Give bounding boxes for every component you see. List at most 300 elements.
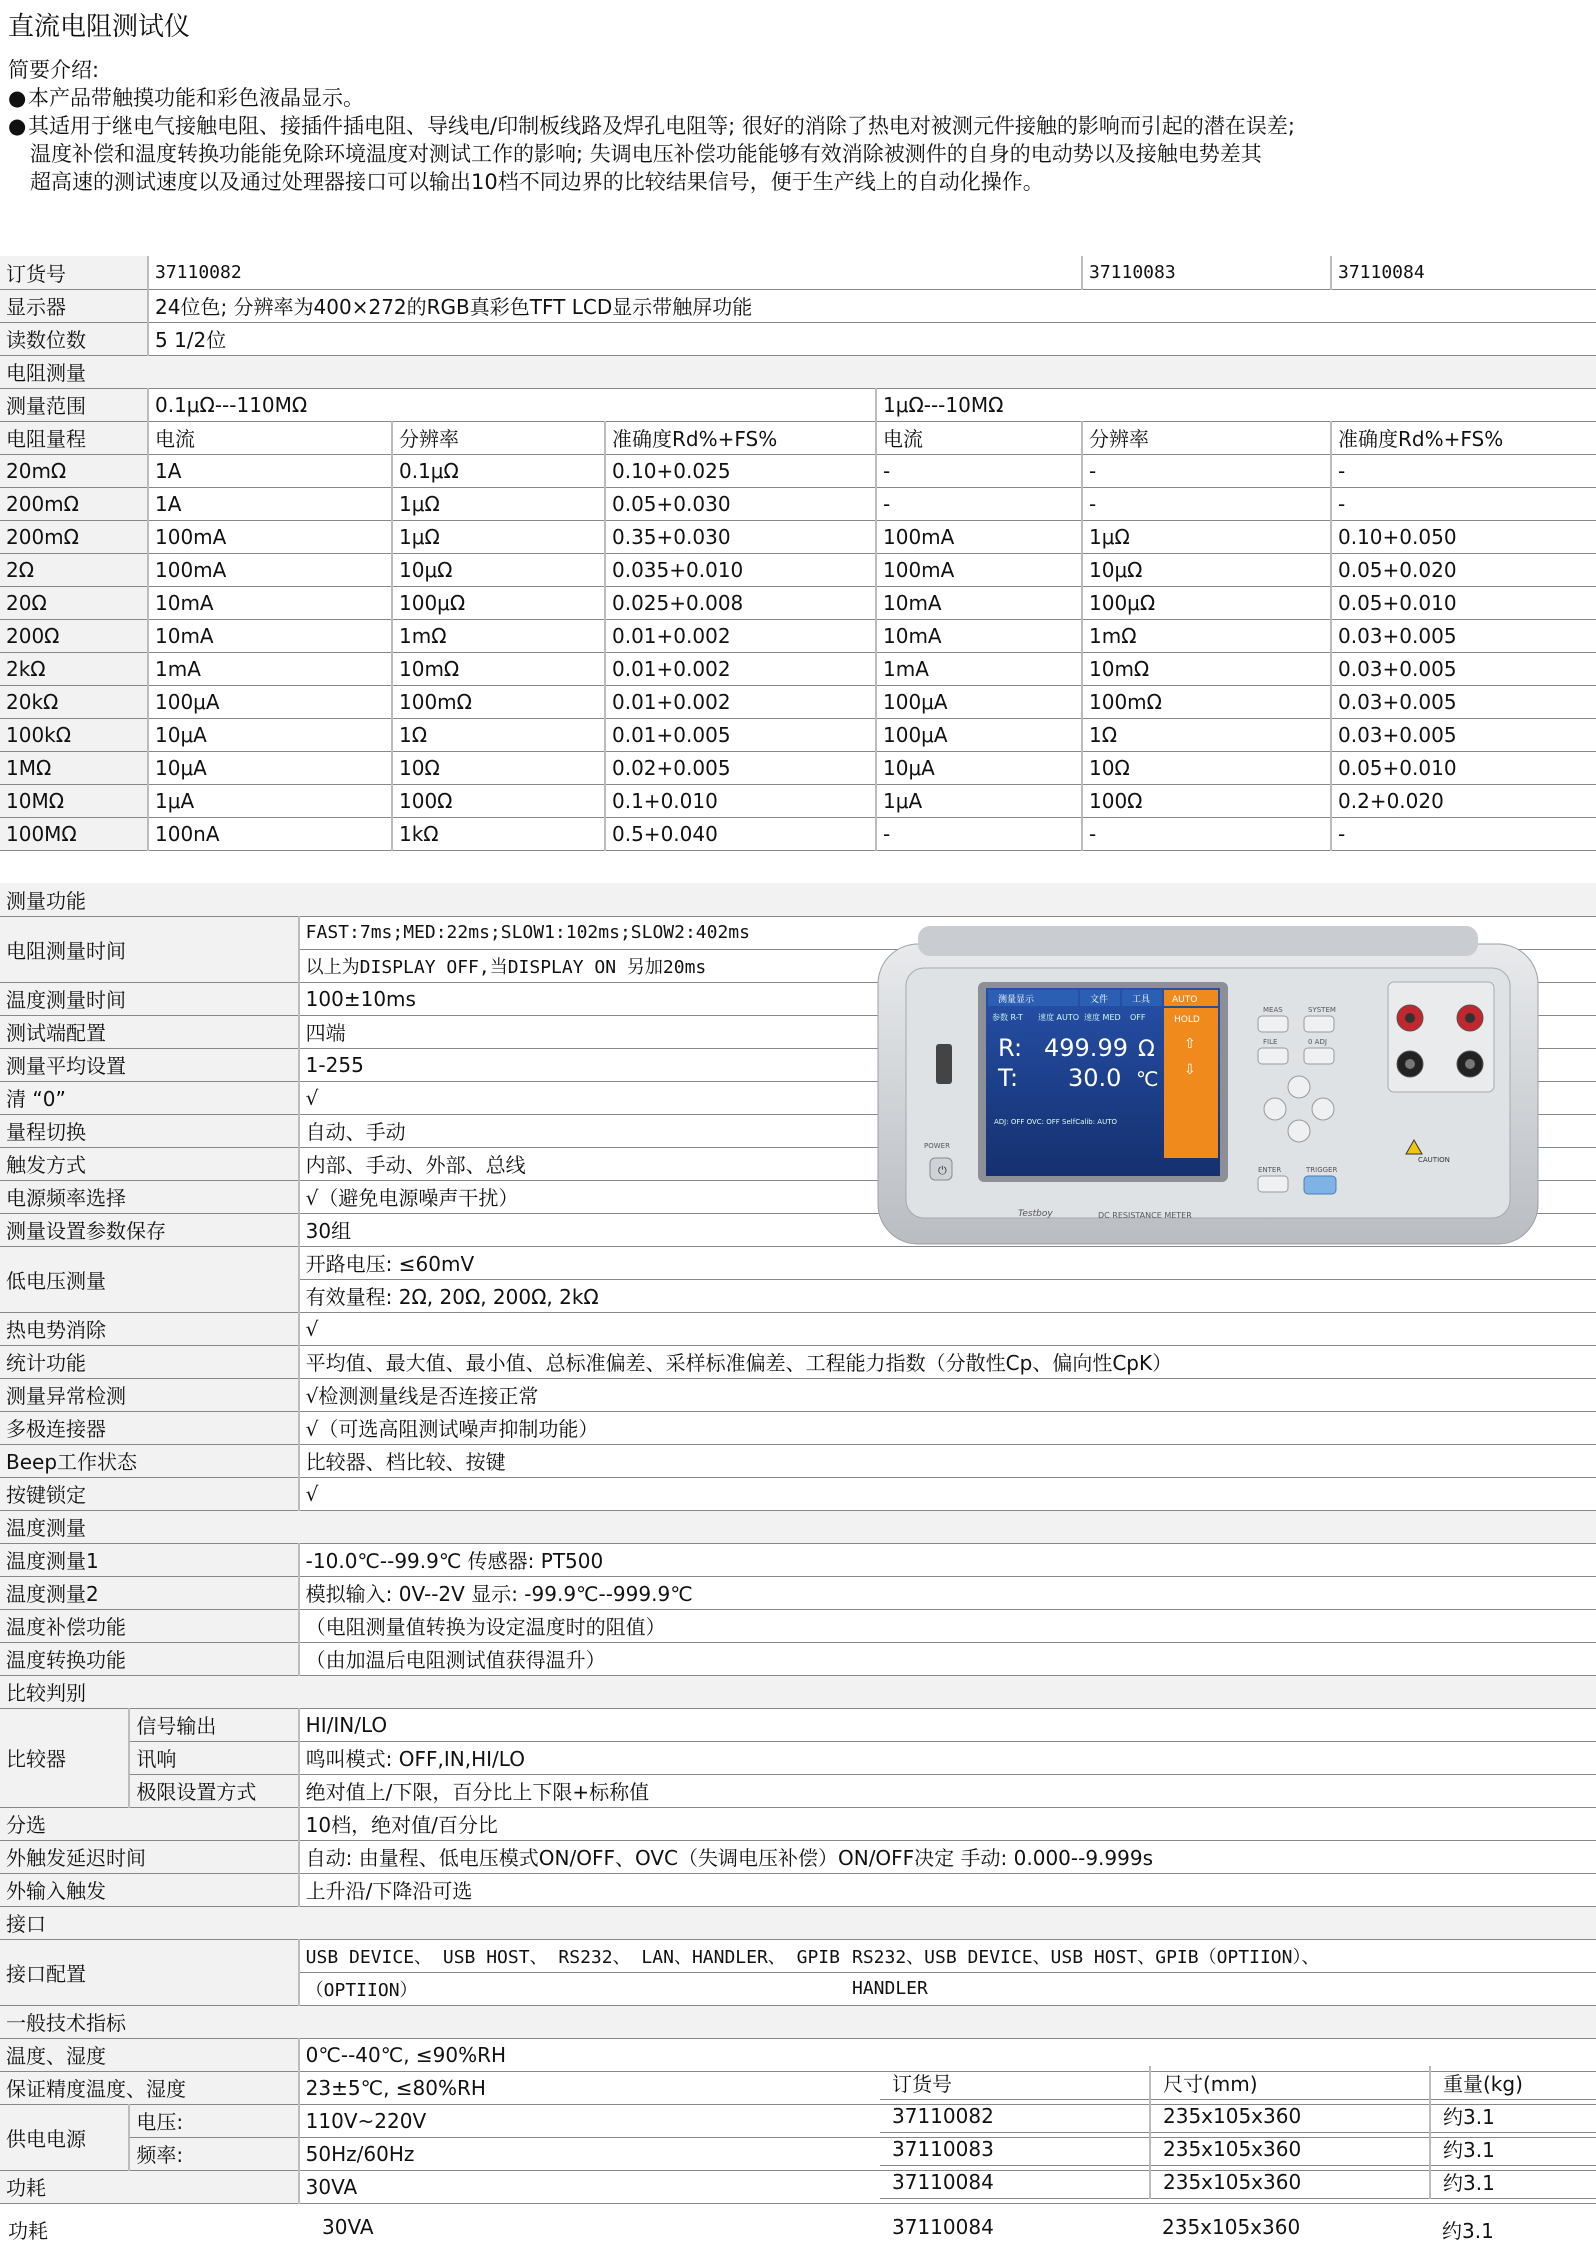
range-cell: 0.05+0.020 (1331, 553, 1596, 586)
range-cell: 10Ω (392, 751, 605, 784)
screen-r-label: R: (998, 1034, 1023, 1062)
range-row (0, 652, 1596, 685)
trigger-button[interactable] (1304, 1176, 1336, 1194)
range-cell: 1μΩ (392, 487, 605, 520)
nav-right-button[interactable] (1312, 1098, 1334, 1120)
footer-size: 235x105x360 (1162, 2215, 1301, 2239)
screen-sub: 速度 MED (1084, 1013, 1121, 1022)
range-cell: 1mΩ (1082, 619, 1331, 652)
range-cell: 1A (148, 454, 392, 487)
spec-label: 温度测量时间 (0, 982, 299, 1015)
range-cell: - (1331, 487, 1596, 520)
range-row (0, 553, 1596, 586)
spec-sublabel: 频率: (129, 2137, 298, 2170)
range-cell: 0.10+0.050 (1331, 520, 1596, 553)
spec-row (0, 1807, 1596, 1840)
spec-sublabel: 电压: (129, 2104, 298, 2137)
order-cell: 约3.1 (1430, 2132, 1596, 2165)
range-row (0, 388, 1596, 421)
range-cell: 0.03+0.005 (1331, 718, 1596, 751)
spec-label: 比较器 (0, 1708, 129, 1807)
order-col-header: 尺寸(mm) (1150, 2066, 1430, 2099)
power-icon: ⏻ (938, 1164, 947, 1177)
spec-row (0, 1378, 1596, 1411)
section-title: 温度测量 (0, 1510, 1596, 1543)
order-cell: 37110084 (880, 2165, 1150, 2198)
caution-label: CAUTION (1418, 1156, 1450, 1164)
range-cell: 100mA (876, 553, 1082, 586)
screen-r-unit: Ω (1138, 1037, 1155, 1062)
spec-value: HI/IN/LO (299, 1708, 1596, 1741)
range-cell: 100nA (148, 817, 392, 850)
range-cell: 100μΩ (1082, 586, 1331, 619)
range-cell: 10μA (148, 751, 392, 784)
order-table-rows (880, 2099, 1596, 2198)
spec-value: √（避免电源噪声干扰） (299, 1180, 846, 1213)
spec-row (0, 1312, 1596, 1345)
spec-value: 平均值、最大值、最小值、总标准偏差、采样标准偏差、工程能力指数（分散性Cp、偏向性CpK） (299, 1345, 1596, 1378)
screen-up-icon: ⇧ (1184, 1036, 1196, 1052)
range-cell: 0.2+0.020 (1331, 784, 1596, 817)
range-name: 200mΩ (0, 487, 148, 520)
range-cell: - (1082, 817, 1331, 850)
power-label: POWER (924, 1142, 950, 1150)
range-cell: 0.03+0.005 (1331, 652, 1596, 685)
spec-row (0, 1411, 1596, 1444)
order-number: 37110082 (148, 256, 1082, 289)
range-cell: 0.03+0.005 (1331, 619, 1596, 652)
range-cell: 0.01+0.002 (605, 685, 876, 718)
range-cell: 100mA (148, 553, 392, 586)
spec-label: 温度测量2 (0, 1576, 299, 1609)
range-name: 10MΩ (0, 784, 148, 817)
spec-row (0, 1840, 1596, 1873)
order-label: 订货号 (0, 256, 148, 289)
range-cell: 10mA (148, 586, 392, 619)
col-header: 电阻量程 (0, 421, 148, 454)
range-cell: 1A (148, 487, 392, 520)
spec-value: 内部、手动、外部、总线 (299, 1147, 846, 1180)
terminal-hole (1405, 1059, 1415, 1069)
range-cell: - (1331, 817, 1596, 850)
intro-bullet-text: 本产品带触摸功能和彩色液晶显示。 (28, 86, 364, 110)
spec-value: RS232、USB DEVICE、USB HOST、GPIB（OPTIION）、 (846, 1939, 1596, 1972)
range-cell: 0.01+0.002 (605, 619, 876, 652)
range-cell: 10μA (876, 751, 1082, 784)
spec-value: （OPTIION） (299, 1972, 846, 2005)
spec-row (0, 1576, 1596, 1609)
spec-row (0, 1873, 1596, 1906)
range-cell: - (876, 454, 1082, 487)
spec-value: 0℃--40℃, ≤90%RH (299, 2038, 846, 2071)
spec-value: 10档，绝对值/百分比 (299, 1807, 1596, 1840)
spec-value: （电阻测量值转换为设定温度时的阻值） (299, 1609, 1596, 1642)
spec-row (0, 1939, 1596, 1972)
terminal-hole (1465, 1013, 1475, 1023)
btn-label: MEAS (1263, 1006, 1283, 1014)
range-name: 200mΩ (0, 520, 148, 553)
spec-label: 接口配置 (0, 1939, 299, 2005)
spec-value: 以上为DISPLAY OFF,当DISPLAY ON 另加20ms (299, 949, 846, 982)
spec-table (0, 256, 1596, 851)
spec-value: √ (299, 1081, 846, 1114)
terminal-hole (1465, 1059, 1475, 1069)
range-cell: 100μA (876, 685, 1082, 718)
range-row (0, 586, 1596, 619)
range-cell: 1μA (876, 784, 1082, 817)
spec-label: 按键锁定 (0, 1477, 299, 1510)
spec-label: 外触发延迟时间 (0, 1840, 299, 1873)
footer-weight: 约3.1 (1442, 2219, 1494, 2243)
spec-sublabel: 信号输出 (129, 1708, 298, 1741)
section-title: 比较判别 (0, 1675, 1596, 1708)
spec-label: 电源频率选择 (0, 1180, 299, 1213)
col-header: 准确度Rd%+FS% (1331, 421, 1596, 454)
col-header: 分辨率 (1082, 421, 1331, 454)
bullet-dot-icon: ● (8, 114, 27, 138)
spec-row (0, 1477, 1596, 1510)
range-cell: 0.035+0.010 (605, 553, 876, 586)
footer-row (0, 2210, 1596, 2245)
range-cell: 10mA (876, 586, 1082, 619)
usb-port (936, 1044, 952, 1084)
spec-empty (846, 1279, 1596, 1312)
range-name: 100kΩ (0, 718, 148, 751)
range-a: 0.1μΩ---110MΩ (148, 388, 876, 421)
spec-value: 30组 (299, 1213, 846, 1246)
intro-cont: 超高速的测试速度以及通过处理器接口可以输出10档不同边界的比较结果信号，便于生产线上的自动化操作。 (30, 170, 1044, 194)
page-title: 直流电阻测试仪 (8, 12, 191, 42)
range-cell: 0.10+0.025 (605, 454, 876, 487)
spec-value: 开路电压: ≤60mV (299, 1246, 846, 1279)
spec-label: 量程切换 (0, 1114, 299, 1147)
spec-value: 50Hz/60Hz (299, 2137, 846, 2170)
screen-r-value: 499.99 (1044, 1034, 1128, 1062)
range-cell: 1μΩ (1082, 520, 1331, 553)
spec-label: 保证精度温度、湿度 (0, 2071, 299, 2104)
screen-sub: 参数 R-T (992, 1013, 1023, 1022)
device-image (858, 926, 1558, 1266)
spec-value: 比较器、档比较、按键 (299, 1444, 1596, 1477)
col-header: 准确度Rd%+FS% (605, 421, 876, 454)
terminal-hole (1405, 1013, 1415, 1023)
range-cell: 0.5+0.040 (605, 817, 876, 850)
btn-label: TRIGGER (1306, 1166, 1338, 1174)
spec-value: 四端 (299, 1015, 846, 1048)
spec-rows (0, 454, 1596, 850)
range-cell: 10μA (148, 718, 392, 751)
range-label: 测量范围 (0, 388, 148, 421)
range-cell: 0.05+0.030 (605, 487, 876, 520)
spec-label: 温度转换功能 (0, 1642, 299, 1675)
range-name: 2Ω (0, 553, 148, 586)
file-button[interactable] (1258, 1048, 1288, 1064)
screen-status: ADJ: OFF OVC: OFF SelfCalib: AUTO (994, 1118, 1117, 1126)
screen-tab-text: AUTO (1172, 995, 1198, 1005)
order-row (880, 2132, 1596, 2165)
section-row (0, 1675, 1596, 1708)
order-table (880, 2066, 1596, 2199)
range-cell: 100Ω (392, 784, 605, 817)
digits-value: 5 1/2位 (148, 322, 1596, 355)
nav-up-button[interactable] (1288, 1076, 1310, 1098)
range-row (0, 685, 1596, 718)
spec-label: 统计功能 (0, 1345, 299, 1378)
device-brand: Testboy (1018, 1209, 1053, 1219)
section-title: 测量功能 (0, 883, 1596, 916)
spec-value: （由加温后电阻测试值获得温升） (299, 1642, 1596, 1675)
digits-label: 读数位数 (0, 322, 148, 355)
range-cell: 0.025+0.008 (605, 586, 876, 619)
spec-row (0, 1345, 1596, 1378)
range-cell: 10μΩ (392, 553, 605, 586)
nav-left-button[interactable] (1264, 1098, 1286, 1120)
order-table-head (880, 2066, 1596, 2099)
display-label: 显示器 (0, 289, 148, 322)
section-title: 一般技术指标 (0, 2005, 1596, 2038)
section-title: 接口 (0, 1906, 1596, 1939)
order-col-header: 订货号 (880, 2066, 1150, 2099)
spec-value: 1-255 (299, 1048, 846, 1081)
spec-row (0, 1642, 1596, 1675)
footer-value: 30VA (322, 2215, 374, 2239)
section-row (0, 2005, 1596, 2038)
range-row (0, 454, 1596, 487)
spec-value: 30VA (299, 2170, 846, 2203)
screen-tab-text: 测量显示 (998, 995, 1035, 1005)
order-cell: 235x105x360 (1150, 2165, 1430, 2198)
range-row (0, 718, 1596, 751)
system-button[interactable] (1304, 1016, 1334, 1032)
spec-row (0, 1609, 1596, 1642)
spec-value: 上升沿/下降沿可选 (299, 1873, 1596, 1906)
range-name: 1MΩ (0, 751, 148, 784)
range-cell: 1mA (876, 652, 1082, 685)
spec-value: 有效量程: 2Ω, 20Ω, 200Ω, 2kΩ (299, 1279, 846, 1312)
order-row (880, 2165, 1596, 2198)
spec-value: HANDLER (846, 1972, 1596, 2005)
spec-value: 模拟输入: 0V--2V 显示: -99.9℃--999.9℃ (299, 1576, 1596, 1609)
display-value: 24位色; 分辨率为400×272的RGB真彩色TFT LCD显示带触屏功能 (148, 289, 1596, 322)
range-cell: - (876, 487, 1082, 520)
range-cell: 0.03+0.005 (1331, 685, 1596, 718)
screen-down-icon: ⇩ (1184, 1062, 1196, 1078)
spec-row (0, 1708, 1596, 1741)
nav-down-button[interactable] (1288, 1120, 1310, 1142)
range-cell: 0.02+0.005 (605, 751, 876, 784)
order-col-header: 重量(kg) (1430, 2066, 1596, 2099)
spec-value: 100±10ms (299, 982, 846, 1015)
range-cell: - (1331, 454, 1596, 487)
range-cell: 100mA (148, 520, 392, 553)
section-title: 电阻测量 (0, 355, 1596, 388)
range-name: 100MΩ (0, 817, 148, 850)
range-cell: 0.05+0.010 (1331, 586, 1596, 619)
range-cell: 0.1+0.010 (605, 784, 876, 817)
range-cell: - (1082, 487, 1331, 520)
range-cell: 1Ω (1082, 718, 1331, 751)
zero-adj-button[interactable] (1304, 1048, 1334, 1064)
spec-value: 23±5℃, ≤80%RH (299, 2071, 846, 2104)
spec-label: 触发方式 (0, 1147, 299, 1180)
spec-label: 分选 (0, 1807, 299, 1840)
col-header: 电流 (148, 421, 392, 454)
range-row (0, 487, 1596, 520)
range-cell: - (1082, 454, 1331, 487)
range-cell: 100mA (876, 520, 1082, 553)
spec-label: 测量设置参数保存 (0, 1213, 299, 1246)
bullet-dot-icon: ● (8, 86, 27, 110)
intro-bullet (8, 112, 1295, 140)
section-row (0, 355, 1596, 388)
spec-value: USB DEVICE、 USB HOST、 RS232、 LAN、HANDLER、 GPIB (299, 1939, 846, 1972)
order-row (880, 2099, 1596, 2132)
spec-label: 供电电源 (0, 2104, 129, 2170)
spec-label: 测量异常检测 (0, 1378, 299, 1411)
spec-label: 低电压测量 (0, 1246, 299, 1312)
spec-value: √ (299, 1477, 1596, 1510)
spec-value: 绝对值上/下限，百分比上下限+标称值 (299, 1774, 1596, 1807)
range-row (0, 751, 1596, 784)
order-cell: 235x105x360 (1150, 2132, 1430, 2165)
enter-button[interactable] (1258, 1176, 1288, 1192)
range-row (0, 520, 1596, 553)
range-cell: 10mA (876, 619, 1082, 652)
range-cell: 0.35+0.030 (605, 520, 876, 553)
spec-label: 热电势消除 (0, 1312, 299, 1345)
digits-row (0, 322, 1596, 355)
screen-sub: OFF (1130, 1013, 1146, 1022)
range-cell: 10mΩ (392, 652, 605, 685)
btn-label: 0 ADJ (1308, 1038, 1327, 1046)
spec-sublabel: 极限设置方式 (129, 1774, 298, 1807)
spec-row (0, 1543, 1596, 1576)
spec-label: 外输入触发 (0, 1873, 299, 1906)
range-cell: 0.1μΩ (392, 454, 605, 487)
spec-label: 温度、湿度 (0, 2038, 299, 2071)
spec-label: 测试端配置 (0, 1015, 299, 1048)
range-b: 1μΩ---10MΩ (876, 388, 1596, 421)
range-cell: 1kΩ (392, 817, 605, 850)
spec-label: 温度补偿功能 (0, 1609, 299, 1642)
spec-row (0, 1444, 1596, 1477)
screen-sidebar (1164, 1008, 1218, 1158)
range-name: 200Ω (0, 619, 148, 652)
section-row (0, 883, 1596, 916)
spec-label: 清 “0” (0, 1081, 299, 1114)
btn-label: ENTER (1258, 1166, 1282, 1174)
range-name: 20mΩ (0, 454, 148, 487)
order-cell: 235x105x360 (1150, 2099, 1430, 2132)
range-row (0, 784, 1596, 817)
spec-label: 功耗 (0, 2170, 299, 2203)
intro-bullet (8, 84, 1295, 112)
range-row (0, 817, 1596, 850)
intro-bullet-text: 其适用于继电气接触电阻、接插件插电阻、导线电/印制板线路及焊孔电阻等; 很好的消除了热电对被测元件接触的影响而引起的潜在误差; (28, 114, 1295, 138)
range-cell: 10mΩ (1082, 652, 1331, 685)
range-name: 20Ω (0, 586, 148, 619)
footer-label: 功耗 (8, 2219, 48, 2243)
meas-button[interactable] (1258, 1016, 1288, 1032)
spec-value: √ (299, 1312, 1596, 1345)
display-row (0, 289, 1596, 322)
device-model: DC RESISTANCE METER (1098, 1211, 1192, 1220)
order-number: 37110084 (1331, 256, 1596, 289)
spec-value: 110V~220V (299, 2104, 846, 2137)
spec-value: √检测测量线是否连接正常 (299, 1378, 1596, 1411)
order-cell: 约3.1 (1430, 2099, 1596, 2132)
range-cell: 1mA (148, 652, 392, 685)
screen-t-value: 30.0 (1068, 1064, 1122, 1092)
section-row (0, 1510, 1596, 1543)
range-cell: 0.05+0.010 (1331, 751, 1596, 784)
range-cell: 100mΩ (1082, 685, 1331, 718)
order-cell: 约3.1 (1430, 2165, 1596, 2198)
screen-side-text: HOLD (1174, 1015, 1200, 1025)
device-handle (918, 926, 1478, 956)
range-cell: 100μA (876, 718, 1082, 751)
range-cell: 0.01+0.002 (605, 652, 876, 685)
order-cell: 37110083 (880, 2132, 1150, 2165)
spec-label: 多极连接器 (0, 1411, 299, 1444)
col-header: 分辨率 (392, 421, 605, 454)
spec-value: 鸣叫模式: OFF,IN,HI/LO (299, 1741, 1596, 1774)
intro-cont: 温度补偿和温度转换功能能免除环境温度对测试工作的影响; 失调电压补偿功能能够有效消除被测件的自身的电动势以及接触电势差其 (30, 142, 1262, 166)
col-header: 电流 (876, 421, 1082, 454)
spec-value: FAST:7ms;MED:22ms;SLOW1:102ms;SLOW2:402ms (299, 916, 846, 949)
range-cell: 1μΩ (392, 520, 605, 553)
range-cell: 100μΩ (392, 586, 605, 619)
spec-label: 电阻测量时间 (0, 916, 299, 982)
screen-t-unit: ℃ (1136, 1067, 1159, 1091)
btn-label: FILE (1263, 1038, 1278, 1046)
range-name: 2kΩ (0, 652, 148, 685)
spec-label: 测量平均设置 (0, 1048, 299, 1081)
range-cell: 1μA (148, 784, 392, 817)
spec-value: 自动、手动 (299, 1114, 846, 1147)
order-number: 37110083 (1082, 256, 1331, 289)
intro-lead: 简要介绍: (8, 58, 100, 82)
intro (8, 56, 1295, 196)
spec-row (0, 1774, 1596, 1807)
screen-sub: 速度 AUTO (1038, 1013, 1080, 1022)
range-cell: 0.01+0.005 (605, 718, 876, 751)
screen-tab-text: 文件 (1090, 995, 1109, 1005)
range-cell: 100mΩ (392, 685, 605, 718)
range-cell: 10Ω (1082, 751, 1331, 784)
range-row (0, 619, 1596, 652)
range-cell: 100Ω (1082, 784, 1331, 817)
order-cell: 37110082 (880, 2099, 1150, 2132)
order-row (0, 256, 1596, 289)
range-cell: 1Ω (392, 718, 605, 751)
range-name: 20kΩ (0, 685, 148, 718)
spec-sublabel: 讯响 (129, 1741, 298, 1774)
spec-row (0, 1741, 1596, 1774)
spec-value: √（可选高阻测试噪声抑制功能） (299, 1411, 1596, 1444)
btn-label: SYSTEM (1308, 1006, 1336, 1014)
range-cell: 10mA (148, 619, 392, 652)
range-cell: 10μΩ (1082, 553, 1331, 586)
range-cell: 1mΩ (392, 619, 605, 652)
range-cell: - (876, 817, 1082, 850)
spec-value: 自动: 由量程、低电压模式ON/OFF、OVC（失调电压补偿）ON/OFF决定 手动: 0.000--9.999s (299, 1840, 1596, 1873)
header-row (0, 421, 1596, 454)
spec-value: -10.0℃--99.9℃ 传感器: PT500 (299, 1543, 1596, 1576)
spec-label: 温度测量1 (0, 1543, 299, 1576)
range-cell: 100μA (148, 685, 392, 718)
screen-t-label: T: (998, 1064, 1019, 1092)
